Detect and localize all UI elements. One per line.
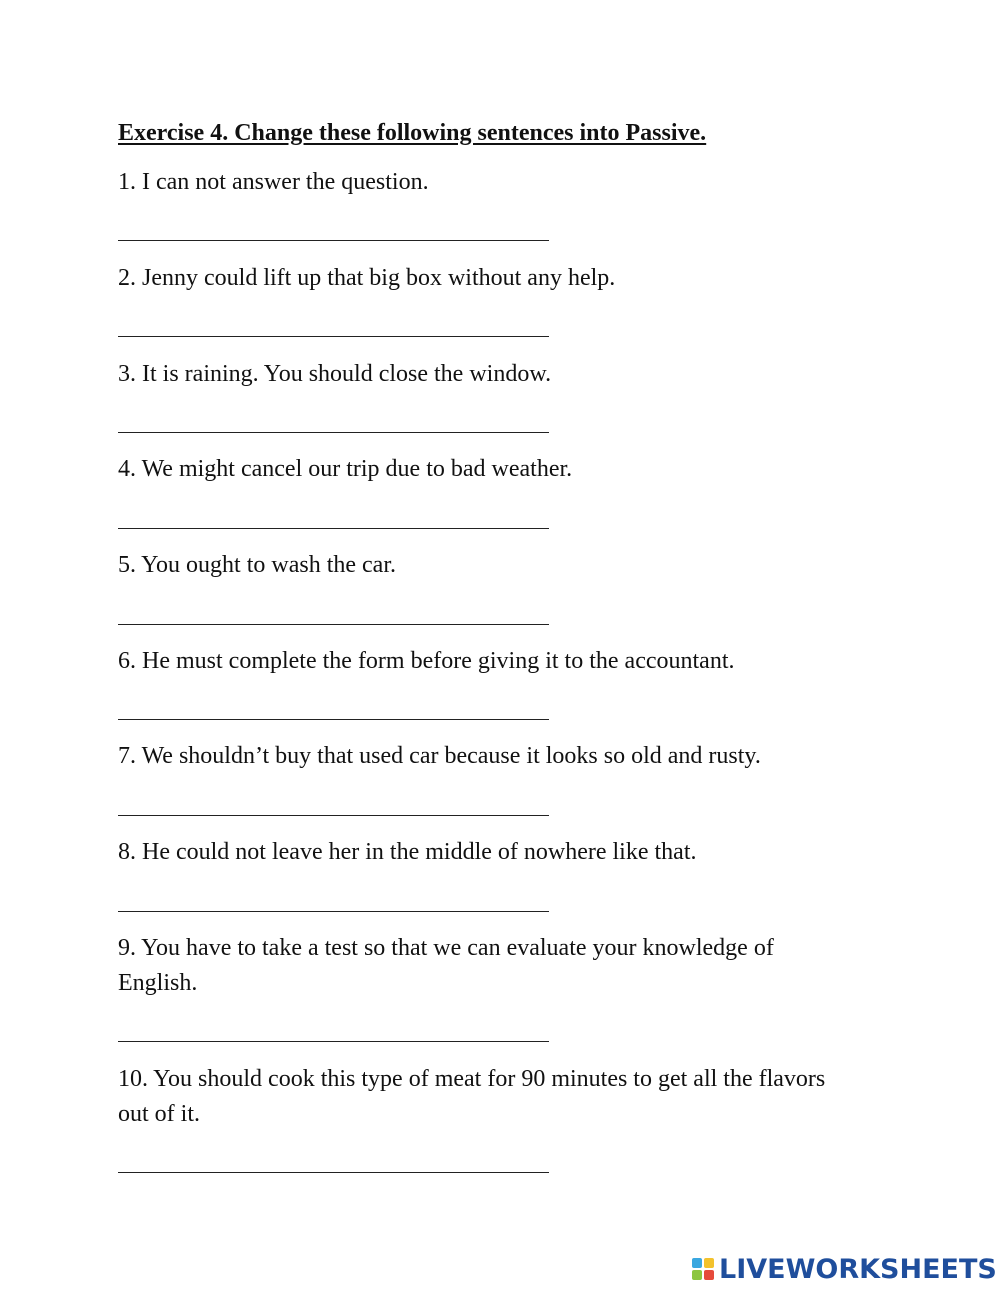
logo-text: LIVEWORKSHEETS xyxy=(719,1253,997,1285)
liveworksheets-logo xyxy=(692,1252,997,1286)
question-7: 7. We shouldn’t buy that used car because it looks so old and rusty. xyxy=(118,743,761,769)
answer-line-6[interactable] xyxy=(118,719,549,720)
question-6: 6. He must complete the form before giving it to the accountant. xyxy=(118,648,735,674)
answer-line-7[interactable] xyxy=(118,815,549,816)
answer-line-4[interactable] xyxy=(118,528,549,529)
answer-line-3[interactable] xyxy=(118,432,549,433)
question-1: 1. I can not answer the question. xyxy=(118,169,429,195)
question-10: 10. You should cook this type of meat for 90 minutes to get all the flavors out of it. xyxy=(118,1066,826,1127)
answer-line-9[interactable] xyxy=(118,1041,549,1042)
question-2: 2. Jenny could lift up that big box without any help. xyxy=(118,265,616,291)
question-9: 9. You have to take a test so that we can evaluate your knowledge of English. xyxy=(118,935,774,996)
question-3: 3. It is raining. You should close the window. xyxy=(118,361,552,387)
question-5: 5. You ought to wash the car. xyxy=(118,552,396,578)
question-8: 8. He could not leave her in the middle of nowhere like that. xyxy=(118,839,697,865)
exercise-title: Exercise 4. Change these following sentences into Passive. xyxy=(118,120,707,146)
answer-line-10[interactable] xyxy=(118,1172,549,1173)
answer-line-1[interactable] xyxy=(118,240,549,241)
answer-line-2[interactable] xyxy=(118,336,549,337)
question-4: 4. We might cancel our trip due to bad weather. xyxy=(118,456,573,482)
logo-block xyxy=(704,1270,714,1280)
logo-block xyxy=(692,1258,702,1268)
answer-line-5[interactable] xyxy=(118,624,549,625)
logo-blocks-icon xyxy=(692,1258,714,1280)
logo-block xyxy=(704,1258,714,1268)
logo-block xyxy=(692,1270,702,1280)
answer-line-8[interactable] xyxy=(118,911,549,912)
